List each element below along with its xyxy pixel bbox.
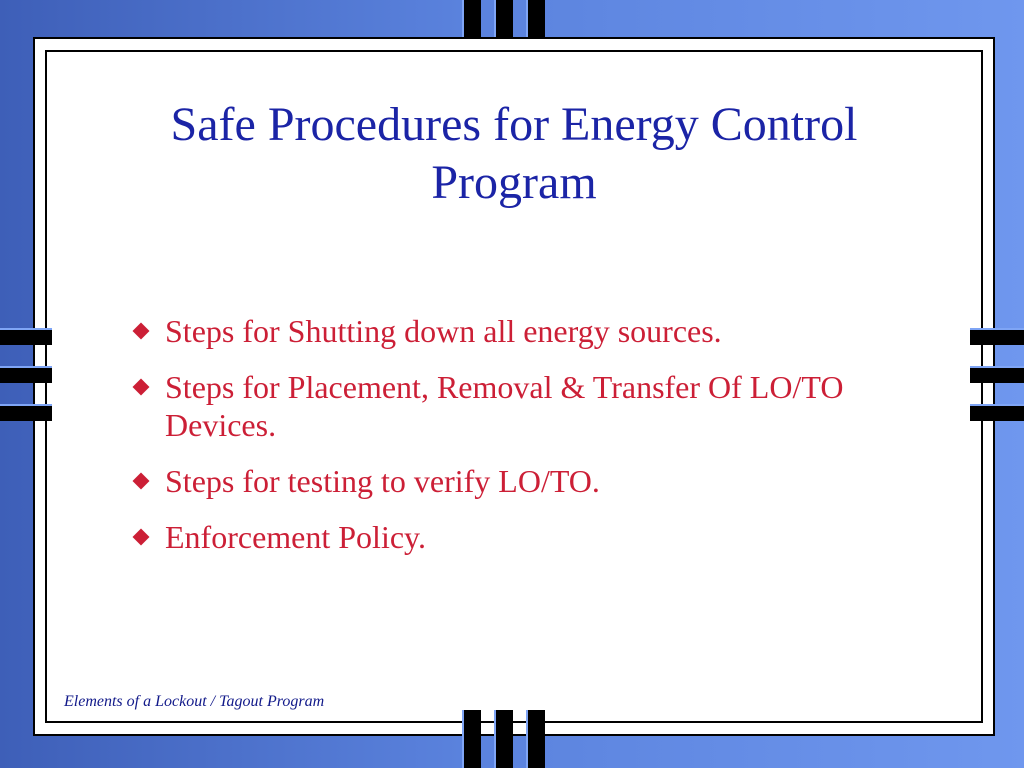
diamond-icon — [133, 379, 150, 396]
bullet-text: Steps for Placement, Removal & Transfer Of LO/TO Devices. — [165, 369, 844, 443]
slide-frame — [33, 37, 995, 736]
diamond-icon — [133, 473, 150, 490]
slide-inner-border — [45, 50, 983, 723]
bullet-text: Steps for Shutting down all energy sources. — [165, 313, 722, 349]
bullet-text: Steps for testing to verify LO/TO. — [165, 463, 600, 499]
list-item — [131, 368, 891, 444]
diamond-icon — [133, 323, 150, 340]
list-item — [131, 312, 891, 350]
title-line-1: Safe Procedures for Energy Control — [170, 98, 858, 151]
title-line-2: Program — [431, 156, 597, 209]
slide-footer: Elements of a Lockout / Tagout Program — [64, 693, 325, 710]
list-item — [131, 518, 891, 556]
list-item — [131, 462, 891, 500]
slide-title — [47, 96, 981, 212]
bullet-text: Enforcement Policy. — [165, 519, 426, 555]
bullet-list — [131, 312, 891, 574]
diamond-icon — [133, 529, 150, 546]
